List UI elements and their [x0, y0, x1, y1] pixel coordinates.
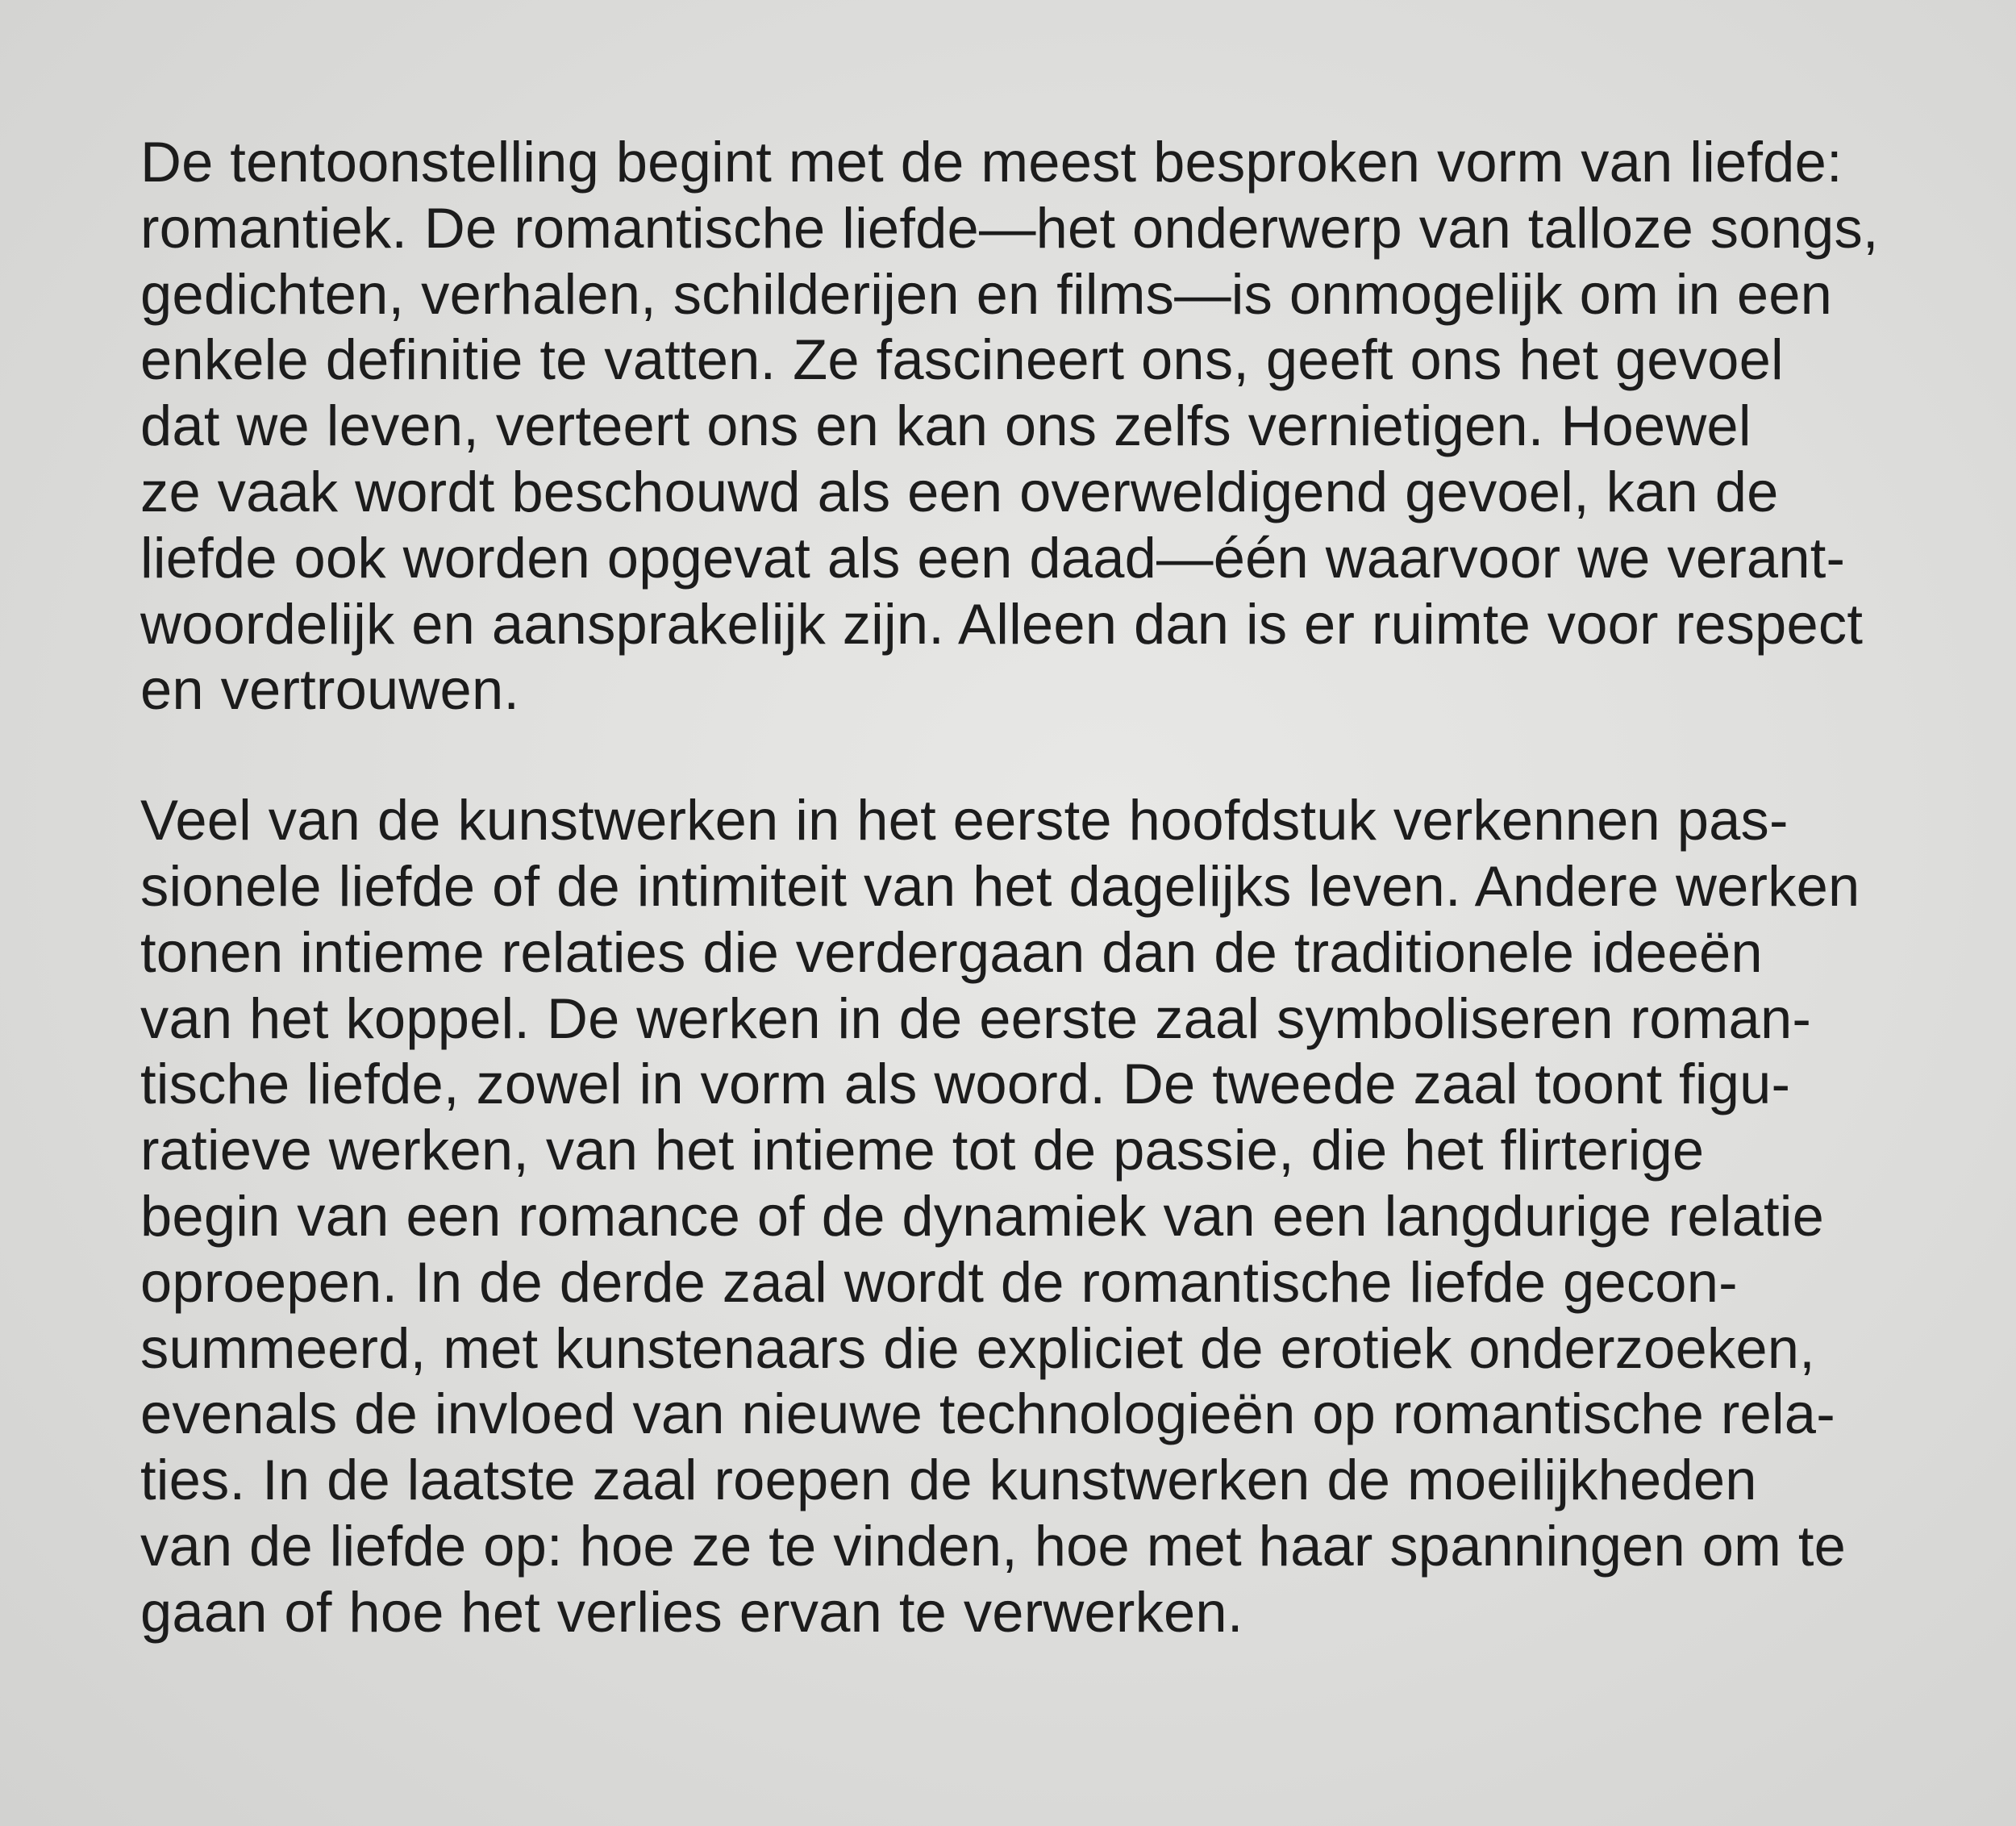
text-line: liefde ook worden opgevat als een daad—één waarvoor we verant-: [140, 525, 1846, 590]
text-line: Veel van de kunstwerken in het eerste hoofdstuk verkennen pas-: [140, 788, 1789, 853]
text-line: woordelijk en aansprakelijk zijn. Alleen dan is er ruimte voor respect: [140, 591, 1864, 656]
text-line: van de liefde op: hoe ze te vinden, hoe met haar spanningen om te: [140, 1513, 1847, 1578]
text-line: en vertrouwen.: [140, 657, 520, 722]
text-line: van het koppel. De werken in de eerste zaal symboliseren roman-: [140, 986, 1812, 1050]
text-line: tonen intieme relaties die verdergaan dan de traditionele ideeën: [140, 919, 1763, 984]
text-line: dat we leven, verteert ons en kan ons zelfs vernietigen. Hoewel: [140, 394, 1752, 458]
text-line: enkele definitie te vatten. Ze fascineert ons, geeft ons het gevoel: [140, 327, 1784, 392]
text-line: gedichten, verhalen, schilderijen en films—is onmogelijk om in een: [140, 261, 1833, 326]
text-line: ties. In de laatste zaal roepen de kunstwerken de moeilijkheden: [140, 1448, 1757, 1512]
text-line: romantiek. De romantische liefde—het onderwerp van talloze songs,: [140, 195, 1879, 260]
text-line: ratieve werken, van het intieme tot de passie, die het flirterige: [140, 1118, 1705, 1182]
paragraph-romantiek-intro: [140, 129, 1939, 723]
text-line: sionele liefde of de intimiteit van het dagelijks leven. Andere werken: [140, 853, 1860, 918]
exhibition-text: [140, 129, 1939, 1645]
text-line: evenals de invloed van nieuwe technologieën op romantische rela-: [140, 1382, 1835, 1446]
paragraph-kunstwerken-zalen: [140, 787, 1939, 1645]
text-line: gaan of hoe het verlies ervan te verwerken.: [140, 1579, 1243, 1644]
text-line: ze vaak wordt beschouwd als een overweldigend gevoel, kan de: [140, 459, 1779, 523]
text-line: De tentoonstelling begint met de meest besproken vorm van liefde:: [140, 130, 1843, 194]
text-line: summeerd, met kunstenaars die expliciet de erotiek onderzoeken,: [140, 1315, 1815, 1380]
text-line: begin van een romance of de dynamiek van een langdurige relatie: [140, 1183, 1825, 1248]
text-line: oproepen. In de derde zaal wordt de romantische liefde gecon-: [140, 1249, 1738, 1314]
text-line: tische liefde, zowel in vorm als woord. De tweede zaal toont figu-: [140, 1052, 1791, 1116]
